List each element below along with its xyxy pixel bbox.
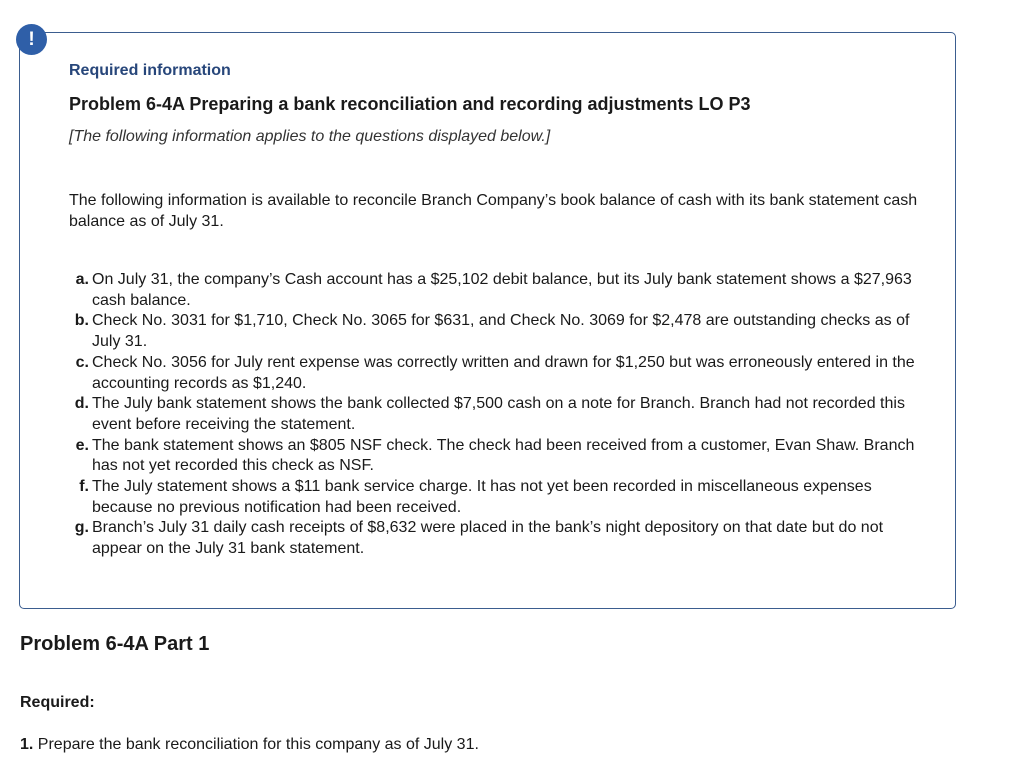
item-letter: d.	[74, 395, 89, 413]
item-text: The July bank statement shows the bank collected $7,500 cash on a note for Branch. Branch had not recorded this event before receiving the statement.	[92, 395, 905, 433]
alert-exclamation-icon: !	[16, 24, 47, 55]
information-list	[69, 270, 919, 560]
item-text: Branch’s July 31 daily cash receipts of $8,632 were placed in the bank’s night depository on that date but do not appear on the July 31 bank statement.	[92, 519, 884, 558]
question-number: 1.	[20, 736, 34, 753]
item-letter: e.	[75, 436, 89, 454]
part-title: Problem 6-4A Part 1	[20, 633, 210, 655]
list-item	[69, 518, 919, 559]
list-item	[69, 353, 919, 394]
item-text: Check No. 3031 for $1,710, Check No. 3065 for $631, and Check No. 3069 for $2,478 are outstanding checks as of July 31.	[92, 312, 910, 351]
list-item	[69, 477, 919, 518]
item-letter: c.	[75, 353, 89, 371]
list-item	[69, 311, 919, 352]
required-information-heading: Required information	[69, 62, 231, 79]
problem-title: Problem 6-4A Preparing a bank reconciliation and recording adjustments LO P3	[69, 94, 751, 114]
item-letter: f.	[79, 478, 89, 496]
required-label: Required:	[20, 694, 95, 711]
item-text: On July 31, the company’s Cash account has a $25,102 debit balance, but its July bank statement shows a $27,963 cash balance.	[92, 271, 912, 309]
intro-paragraph: The following information is available to reconcile Branch Company’s book balance of cash with its bank statement cash balance as of July 31.	[69, 192, 918, 230]
list-item	[69, 436, 919, 477]
item-letter: b.	[74, 312, 89, 330]
item-text: The bank statement shows an $805 NSF check. The check had been received from a customer, Evan Shaw. Branch has not yet recorded this check as NSF.	[92, 436, 915, 475]
question	[20, 736, 479, 754]
item-letter: g.	[74, 519, 89, 537]
item-letter: a.	[75, 271, 89, 288]
list-item	[69, 270, 919, 311]
list-item	[69, 394, 919, 435]
item-text: Check No. 3056 for July rent expense was correctly written and drawn for $1,250 but was erroneously entered in the accounting records as $1,240.	[92, 353, 915, 392]
question-text: Prepare the bank reconciliation for this company as of July 31.	[33, 736, 479, 753]
applies-note: [The following information applies to the questions displayed below.]	[69, 128, 551, 145]
item-text: The July statement shows a $11 bank service charge. It has not yet been recorded in miscellaneous expenses because no previous notification had been received.	[92, 478, 872, 516]
